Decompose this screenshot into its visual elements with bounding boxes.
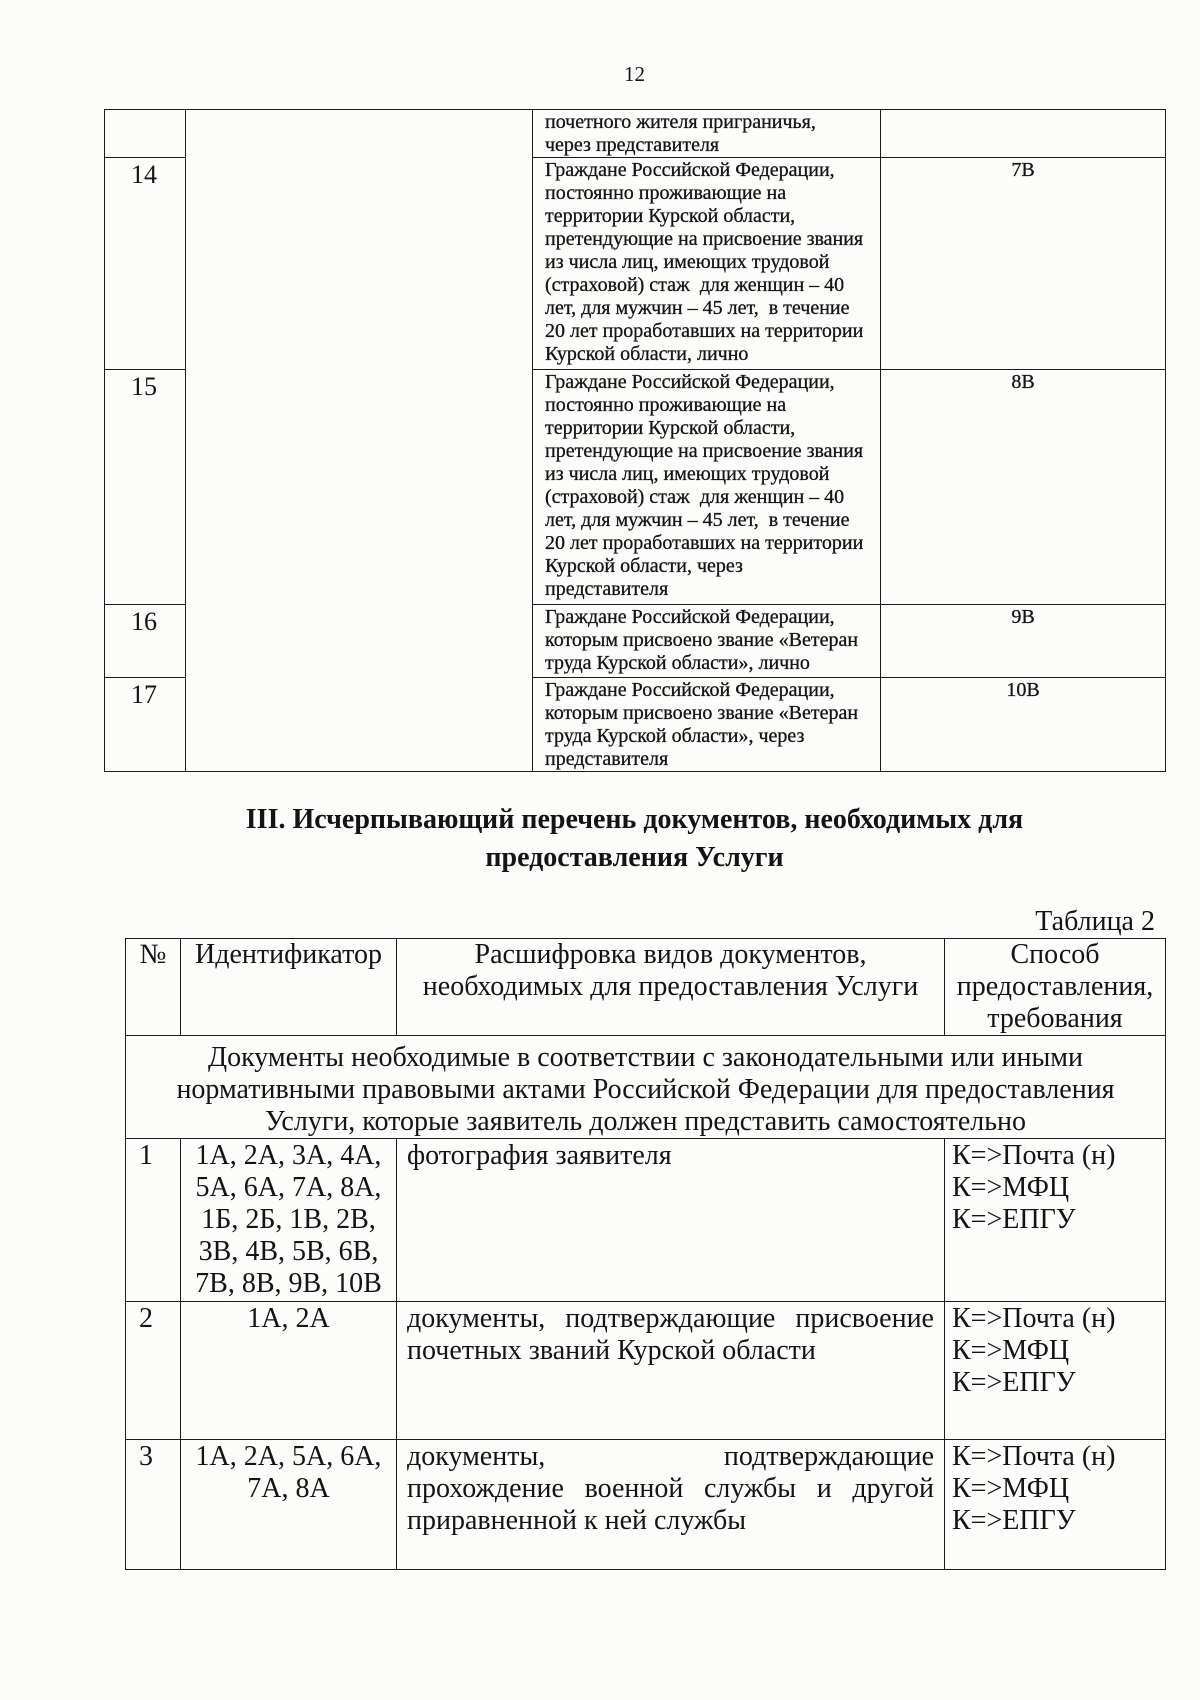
header-description: Расшифровка видов документов, необходимых для предоставления Услуги: [397, 939, 945, 1036]
row-number: 2: [126, 1302, 181, 1440]
row-number: 17: [105, 678, 186, 772]
merged-category-cell: [186, 110, 533, 772]
table-row: [126, 1139, 1166, 1302]
identifiers: 1А, 2А, 5А, 6А, 7А, 8А: [181, 1440, 397, 1570]
header-identifier: Идентификатор: [181, 939, 397, 1036]
table-caption: Таблица 2: [1035, 906, 1155, 937]
header-method: Способ предоставления, требования: [945, 939, 1166, 1036]
applicant-description-cell: [533, 605, 881, 678]
row-number-cell: [105, 110, 186, 158]
row-number: 1: [126, 1139, 181, 1302]
submission-methods: К=>Почта (н) К=>МФЦ К=>ЕПГУ: [945, 1302, 1166, 1440]
applicant-description-cell: [533, 370, 881, 605]
identifiers: 1А, 2А, 3А, 4А, 5А, 6А, 7А, 8А, 1Б, 2Б, 1В, 2В, 3В, 4В, 5В, 6В, 7В, 8В, 9В, 10В: [181, 1139, 397, 1302]
applicant-description-cell: [533, 110, 881, 158]
table-header-row: [126, 939, 1166, 1036]
row-number: 15: [105, 370, 186, 605]
variant-code: 10В: [881, 678, 1166, 772]
group-title: Документы необходимые в соответствии с законодательными или иными нормативными правовыми актами Российской Федерации для предоставления Услуги, которые заявитель должен представить самостоятельно: [126, 1036, 1166, 1139]
table-row: [105, 110, 1166, 158]
identifiers: 1А, 2А: [181, 1302, 397, 1440]
section-heading: III. Исчерпывающий перечень документов, необходимых для предоставления Услуги: [245, 804, 1024, 873]
row-number: 14: [105, 158, 186, 370]
table-group-row: [126, 1036, 1166, 1139]
variant-code-cell: [881, 110, 1166, 158]
submission-methods: К=>Почта (н) К=>МФЦ К=>ЕПГУ: [945, 1139, 1166, 1302]
variant-code: 9В: [881, 605, 1166, 678]
header-number: №: [126, 939, 181, 1036]
variant-code: 7В: [881, 158, 1166, 370]
row-number: 16: [105, 605, 186, 678]
document-description: [397, 1440, 945, 1570]
description-line: приравненной к ней службы: [407, 1505, 747, 1536]
description-line: почетных званий Курской области: [407, 1335, 816, 1366]
submission-methods: К=>Почта (н) К=>МФЦ К=>ЕПГУ: [945, 1440, 1166, 1570]
document-description: [397, 1139, 945, 1302]
applicant-description-cell: [533, 678, 881, 772]
description-line: документы, подтверждающие: [407, 1441, 934, 1472]
table-row: [126, 1302, 1166, 1440]
applicant-description: Граждане Российской Федерации, которым присвоено звание «Ветеран труда Курской области», через представителя: [545, 679, 859, 770]
eligibility-table-continued: [104, 109, 1166, 772]
page-number: 12: [624, 62, 645, 86]
applicant-description: почетного жителя приграничья, через представителя: [545, 111, 816, 156]
variant-code: 8В: [881, 370, 1166, 605]
applicant-description: Граждане Российской Федерации, постоянно проживающие на территории Курской области, претендующие на присвоение звания из числа лиц, имеющих трудовой (страховой) стаж для женщин – 40 лет, для мужчин – 45 лет, в течение 20 лет проработавших на территории Курской области, лично: [545, 159, 864, 365]
applicant-description-cell: [533, 158, 881, 370]
applicant-description: Граждане Российской Федерации, которым присвоено звание «Ветеран труда Курской области», лично: [545, 606, 859, 674]
row-number: 3: [126, 1440, 181, 1570]
documents-table: [125, 938, 1166, 1570]
table-row: [126, 1440, 1166, 1570]
applicant-description: Граждане Российской Федерации, постоянно проживающие на территории Курской области, претендующие на присвоение звания из числа лиц, имеющих трудовой (страховой) стаж для женщин – 40 лет, для мужчин – 45 лет, в течение 20 лет проработавших на территории Курской области, через представителя: [545, 371, 864, 600]
description-line: фотография заявителя: [407, 1140, 672, 1171]
description-line: прохождение военной службы и другой: [407, 1473, 934, 1504]
document-description: [397, 1302, 945, 1440]
description-line: документы, подтверждающие присвоение: [407, 1303, 934, 1334]
